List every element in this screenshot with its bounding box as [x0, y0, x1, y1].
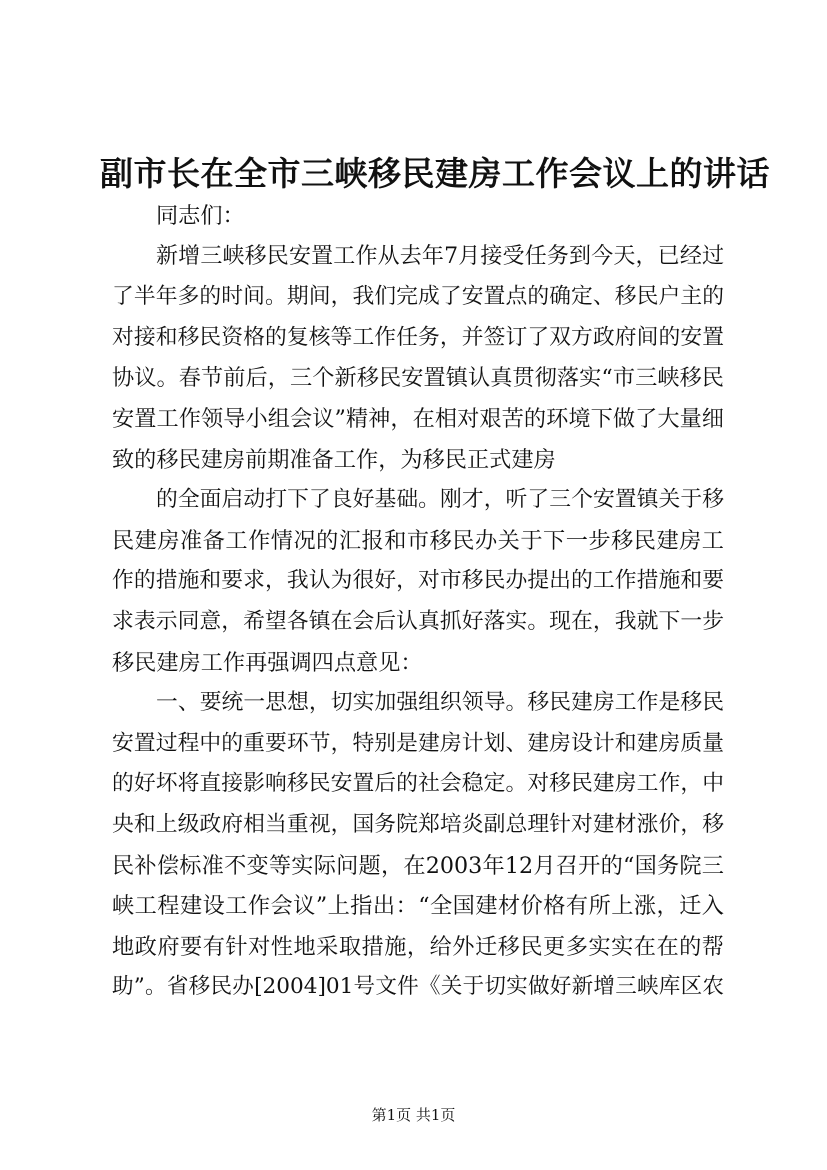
body-line: 新增三峡移民安置工作从去年7月接受任务到今天，已经过: [156, 243, 724, 269]
body-line: 峡工程建设工作会议”上指出：“全国建材价格有所上涨，迁入: [112, 893, 724, 920]
salutation: 同志们：: [156, 203, 245, 229]
body-line: 的好坏将直接影响移民安置后的社会稳定。对移民建房工作，中: [112, 771, 724, 797]
body-line: 对接和移民资格的复核等工作任务，并签订了双方政府间的安置: [112, 324, 724, 350]
body-line: 移民建房工作再强调四点意见：: [112, 649, 423, 676]
body-line: 地政府要有针对性地采取措施，给外迁移民更多实实在在的帮: [112, 933, 724, 960]
document-title: 副市长在全市三峡移民建房工作会议上的讲话: [100, 154, 770, 193]
body-line: 民建房准备工作情况的汇报和市移民办关于下一步移民建房工: [112, 527, 724, 554]
body-line: 安置过程中的重要环节，特别是建房计划、建房设计和建房质量: [112, 730, 724, 756]
body-line: 民补偿标准不变等实际问题，在2003年12月召开的“国务院三: [112, 852, 724, 879]
body-line: 求表示同意，希望各镇在会后认真抓好落实。现在，我就下一步: [112, 608, 724, 634]
body-line: 一、要统一思想，切实加强组织领导。移民建房工作是移民: [156, 690, 724, 716]
body-line: 了半年多的时间。期间，我们完成了安置点的确定、移民户主的: [112, 284, 724, 310]
body-line: 致的移民建房前期准备工作，为移民正式建房: [112, 446, 556, 473]
body-line: 央和上级政府相当重视，国务院郑培炎副总理针对建材涨价，移: [112, 811, 724, 837]
body-line: 安置工作领导小组会议”精神，在相对艰苦的环境下做了大量细: [112, 405, 724, 432]
page-number-footer: 第1页 共1页: [371, 1106, 456, 1124]
body-line: 助”。省移民办[2004]01号文件《关于切实做好新增三峡库区农: [112, 974, 724, 1000]
body-line: 协议。春节前后，三个新移民安置镇认真贯彻落实“市三峡移民: [112, 365, 724, 392]
body-line: 的全面启动打下了良好基础。刚才，听了三个安置镇关于移: [156, 487, 724, 513]
document-body: [112, 196, 724, 1008]
body-line: 作的措施和要求，我认为很好，对市移民办提出的工作措施和要: [112, 568, 724, 594]
